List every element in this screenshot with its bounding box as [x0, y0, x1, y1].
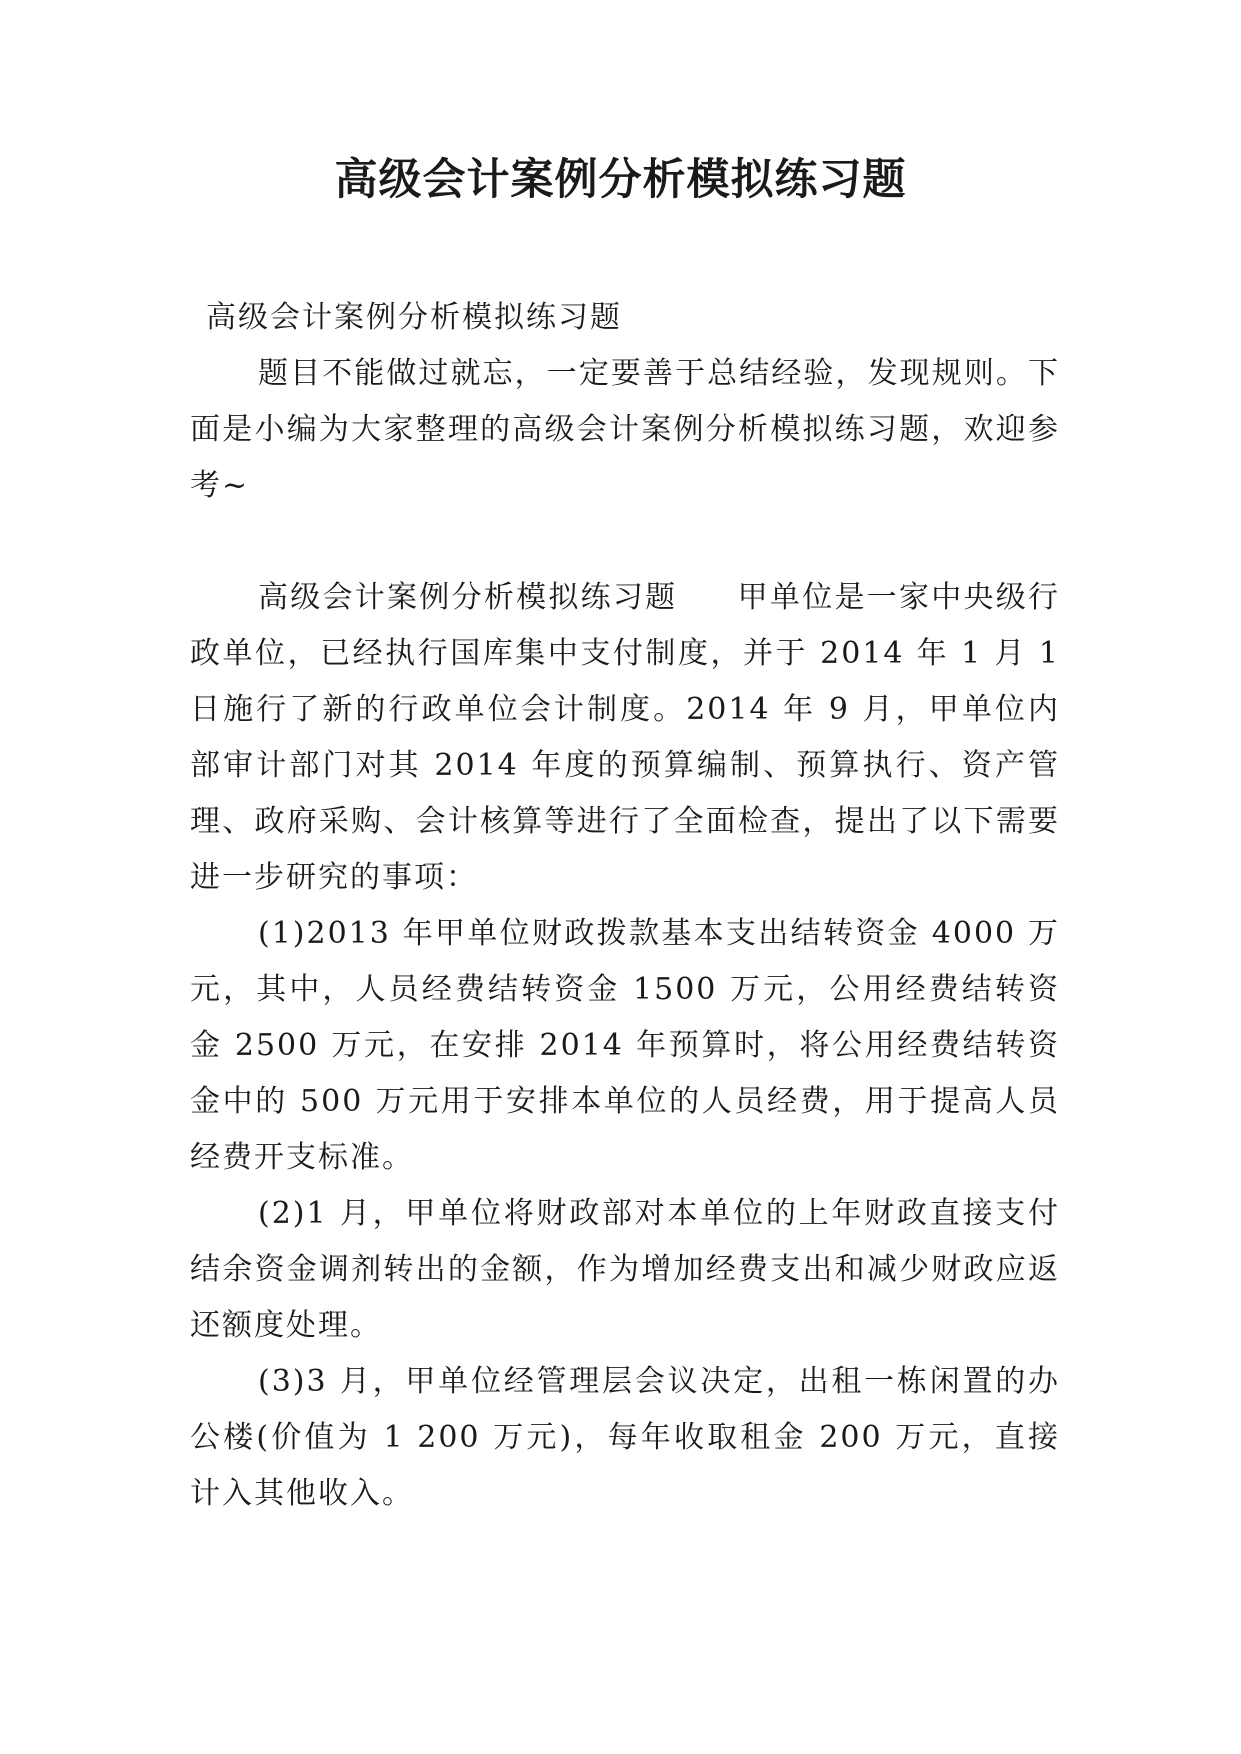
section-heading: 高级会计案例分析模拟练习题: [258, 580, 678, 615]
document-title: 高级会计案例分析模拟练习题: [334, 155, 907, 205]
case-text: 甲单位是一家中央级行政单位，已经执行国库集中支付制度，并于 2014 年 1 月 1 日施行了新的行政单位会计制度。2014 年 9 月，甲单位内部审计部门对其 2014 年度的预算编制、预算执行、资产管理、政府采购、会计核算等进行了全面检查，提出了以下需要进一步研究的事项：: [190, 580, 1061, 895]
intro-paragraph: 题目不能做过就忘，一定要善于总结经验，发现规则。下面是小编为大家整理的高级会计案例分析模拟练习题，欢迎参考~: [190, 356, 1060, 503]
paragraph-spacer: [190, 514, 1060, 570]
document-body: [190, 290, 1060, 1522]
subtitle: 高级会计案例分析模拟练习题: [206, 300, 622, 335]
item-2-paragraph: (2)1 月，甲单位将财政部对本单位的上年财政直接支付结余资金调剂转出的金额，作为增加经费支出和减少财政应返还额度处理。: [190, 1196, 1060, 1343]
item-1-paragraph: (1)2013 年甲单位财政拨款基本支出结转资金 4000 万元，其中，人员经费结转资金 1500 万元，公用经费结转资金 2500 万元，在安排 2014 年预算时，将公用经费结转资金中的 500 万元用于安排本单位的人员经费，用于提高人员经费开支标准。: [190, 916, 1060, 1175]
case-paragraph: [190, 570, 1060, 906]
item-3-paragraph: (3)3 月，甲单位经管理层会议决定，出租一栋闲置的办公楼(价值为 1 200 万元)，每年收取租金 200 万元，直接计入其他收入。: [190, 1364, 1060, 1511]
